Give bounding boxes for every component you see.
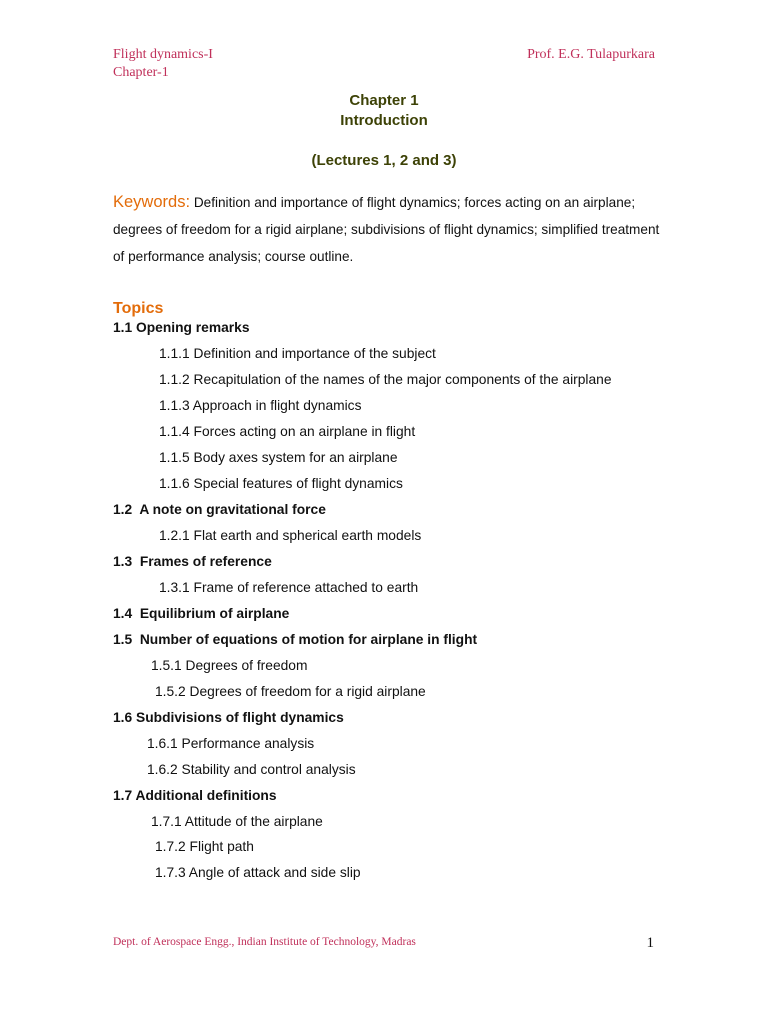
lectures-subtitle: (Lectures 1, 2 and 3) — [311, 152, 457, 169]
header-author: Prof. E.G. Tulapurkara — [527, 47, 655, 62]
keywords-label: Keywords: — [113, 193, 191, 211]
chapter-title: Chapter 1 — [349, 92, 419, 109]
topic-section: 1.1 Opening remarks — [113, 320, 250, 335]
header-chapter: Chapter-1 — [113, 65, 169, 80]
page-number: 1 — [646, 935, 654, 951]
topic-subsection: 1.1.4 Forces acting on an airplane in flight — [159, 424, 416, 439]
topic-subsection: 1.7.2 Flight path — [155, 839, 254, 854]
topic-section: 1.5 Number of equations of motion for airplane in flight — [113, 632, 478, 647]
topics-heading: Topics — [113, 300, 164, 317]
topic-subsection: 1.5.2 Degrees of freedom for a rigid airplane — [155, 684, 426, 699]
topic-subsection: 1.7.1 Attitude of the airplane — [151, 814, 323, 829]
topic-subsection: 1.3.1 Frame of reference attached to earth — [159, 580, 419, 595]
topic-subsection: 1.6.1 Performance analysis — [147, 736, 315, 751]
topic-subsection: 1.1.1 Definition and importance of the subject — [159, 346, 436, 361]
topic-subsection: 1.1.3 Approach in flight dynamics — [159, 398, 362, 413]
topic-section: 1.3 Frames of reference — [113, 554, 272, 569]
topic-subsection: 1.1.6 Special features of flight dynamics — [159, 476, 403, 491]
topic-section: 1.2 A note on gravitational force — [113, 502, 326, 517]
header-course: Flight dynamics-I — [113, 47, 213, 62]
topic-section: 1.4 Equilibrium of airplane — [113, 606, 290, 621]
topic-subsection: 1.5.1 Degrees of freedom — [151, 658, 308, 673]
keywords-paragraph — [113, 189, 673, 270]
topic-subsection: 1.7.3 Angle of attack and side slip — [155, 865, 361, 880]
topic-subsection: 1.1.2 Recapitulation of the names of the major components of the airplane — [159, 372, 612, 387]
topic-subsection: 1.2.1 Flat earth and spherical earth models — [159, 528, 422, 543]
footer-institution: Dept. of Aerospace Engg., Indian Institute of Technology, Madras — [113, 936, 416, 948]
topic-subsection: 1.6.2 Stability and control analysis — [147, 762, 356, 777]
topic-section: 1.6 Subdivisions of flight dynamics — [113, 710, 344, 725]
keywords-text: Definition and importance of flight dynamics; forces acting on an airplane; degrees of freedom for a rigid airplane; subdivisions of flight dynamics; simplified treatment of performance analysis; course outline. — [113, 195, 660, 264]
topic-subsection: 1.1.5 Body axes system for an airplane — [159, 450, 398, 465]
topic-section: 1.7 Additional definitions — [113, 788, 277, 803]
chapter-name: Introduction — [340, 112, 428, 129]
